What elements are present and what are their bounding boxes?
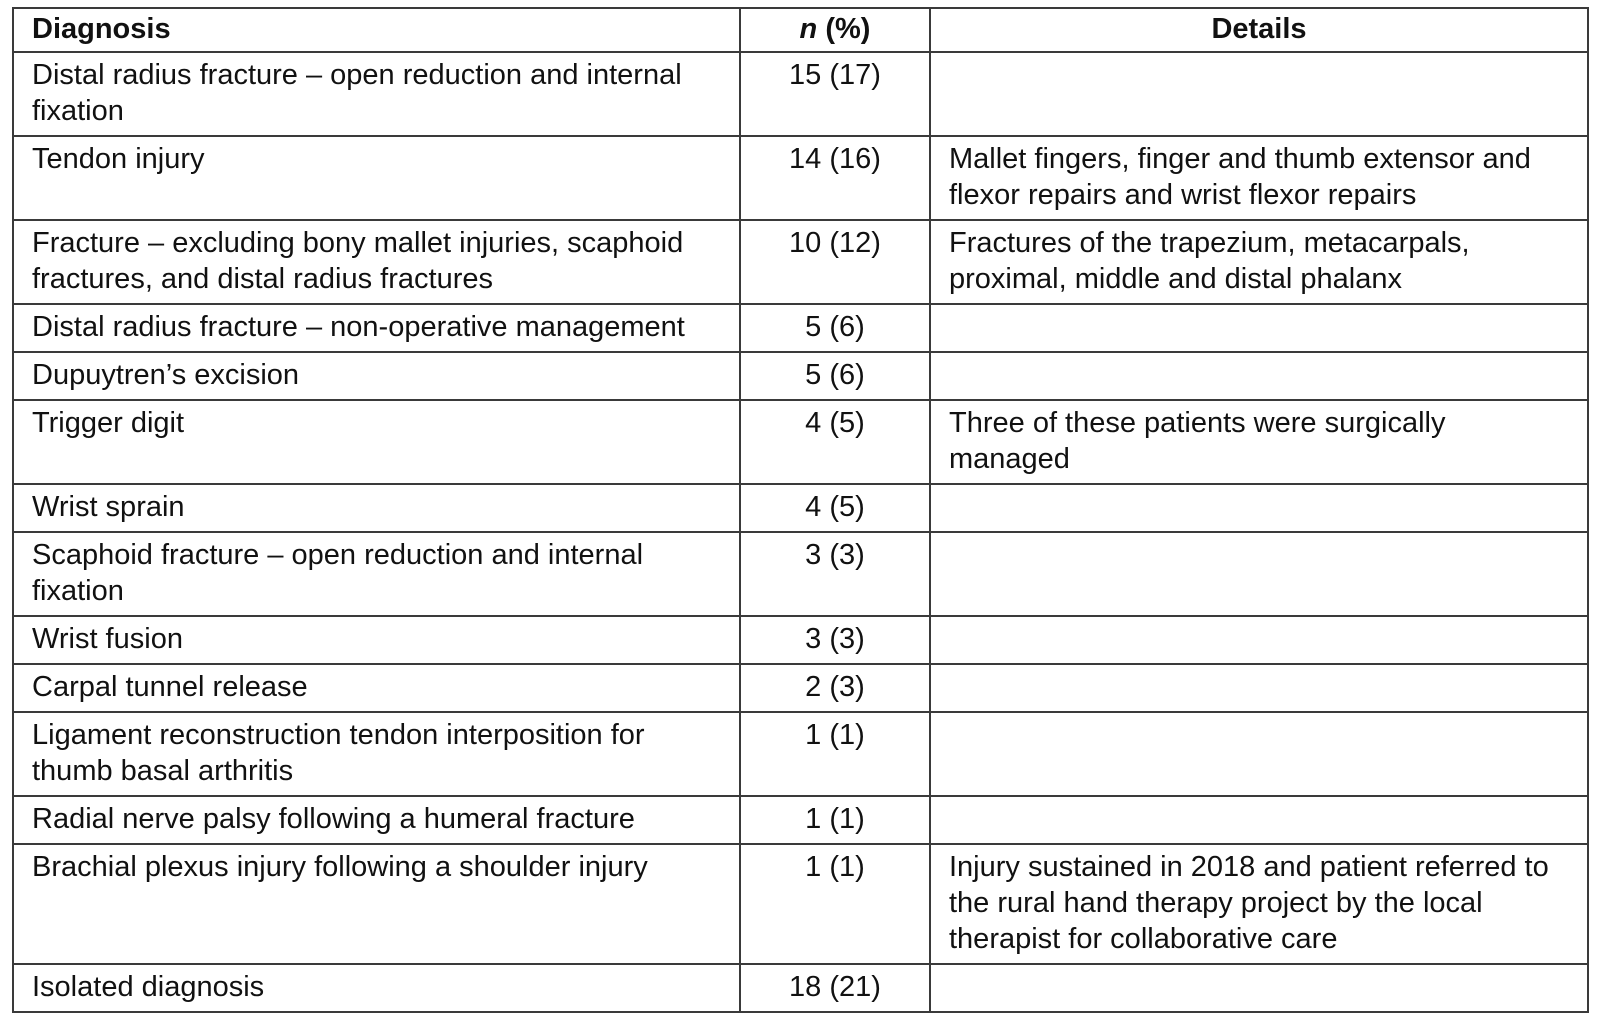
details-cell xyxy=(930,532,1588,616)
table-row xyxy=(13,352,1588,400)
table-row xyxy=(13,136,1588,220)
diagnosis-cell: Wrist fusion xyxy=(13,616,740,664)
diagnosis-cell: Dupuytren’s excision xyxy=(13,352,740,400)
header-n-symbol: n xyxy=(799,13,818,45)
diagnosis-cell: Scaphoid fracture – open reduction and internal fixation xyxy=(13,532,740,616)
header-percent-label: (%) xyxy=(817,13,871,45)
diagnosis-cell: Radial nerve palsy following a humeral fracture xyxy=(13,796,740,844)
header-n-percent xyxy=(740,8,930,52)
n-percent-cell: 2 (3) xyxy=(740,664,930,712)
header-row xyxy=(13,8,1588,52)
header-diagnosis: Diagnosis xyxy=(13,8,740,52)
table-row xyxy=(13,532,1588,616)
n-percent-cell: 4 (5) xyxy=(740,484,930,532)
n-percent-cell: 3 (3) xyxy=(740,616,930,664)
details-cell: Injury sustained in 2018 and patient referred to the rural hand therapy project by the local therapist for collaborative care xyxy=(930,844,1588,964)
n-percent-cell: 3 (3) xyxy=(740,532,930,616)
table-row xyxy=(13,484,1588,532)
n-percent-cell: 1 (1) xyxy=(740,844,930,964)
details-cell xyxy=(930,352,1588,400)
details-cell: Fractures of the trapezium, metacarpals, proximal, middle and distal phalanx xyxy=(930,220,1588,304)
n-percent-cell: 5 (6) xyxy=(740,304,930,352)
table-row xyxy=(13,964,1588,1012)
details-cell xyxy=(930,52,1588,136)
table-row xyxy=(13,304,1588,352)
details-cell xyxy=(930,304,1588,352)
header-details: Details xyxy=(930,8,1588,52)
n-percent-cell: 1 (1) xyxy=(740,796,930,844)
details-cell xyxy=(930,484,1588,532)
n-percent-cell: 18 (21) xyxy=(740,964,930,1012)
diagnosis-cell: Isolated diagnosis xyxy=(13,964,740,1012)
details-cell xyxy=(930,664,1588,712)
table-row xyxy=(13,664,1588,712)
table-row xyxy=(13,616,1588,664)
diagnosis-cell: Distal radius fracture – non-operative management xyxy=(13,304,740,352)
n-percent-cell: 14 (16) xyxy=(740,136,930,220)
table-row xyxy=(13,712,1588,796)
diagnosis-cell: Wrist sprain xyxy=(13,484,740,532)
diagnosis-table xyxy=(12,7,1589,1013)
table-row xyxy=(13,52,1588,136)
n-percent-cell: 1 (1) xyxy=(740,712,930,796)
details-cell xyxy=(930,796,1588,844)
diagnosis-cell: Tendon injury xyxy=(13,136,740,220)
n-percent-cell: 15 (17) xyxy=(740,52,930,136)
table-row xyxy=(13,220,1588,304)
table-row xyxy=(13,400,1588,484)
details-cell xyxy=(930,964,1588,1012)
details-cell: Mallet fingers, finger and thumb extensor and flexor repairs and wrist flexor repairs xyxy=(930,136,1588,220)
n-percent-cell: 10 (12) xyxy=(740,220,930,304)
details-cell xyxy=(930,712,1588,796)
details-cell: Three of these patients were surgically managed xyxy=(930,400,1588,484)
diagnosis-cell: Brachial plexus injury following a shoulder injury xyxy=(13,844,740,964)
table-row xyxy=(13,796,1588,844)
diagnosis-cell: Fracture – excluding bony mallet injuries, scaphoid fractures, and distal radius fractures xyxy=(13,220,740,304)
diagnosis-cell: Carpal tunnel release xyxy=(13,664,740,712)
table-row xyxy=(13,844,1588,964)
diagnosis-cell: Ligament reconstruction tendon interposition for thumb basal arthritis xyxy=(13,712,740,796)
diagnosis-cell: Trigger digit xyxy=(13,400,740,484)
n-percent-cell: 4 (5) xyxy=(740,400,930,484)
n-percent-cell: 5 (6) xyxy=(740,352,930,400)
diagnosis-cell: Distal radius fracture – open reduction and internal fixation xyxy=(13,52,740,136)
details-cell xyxy=(930,616,1588,664)
